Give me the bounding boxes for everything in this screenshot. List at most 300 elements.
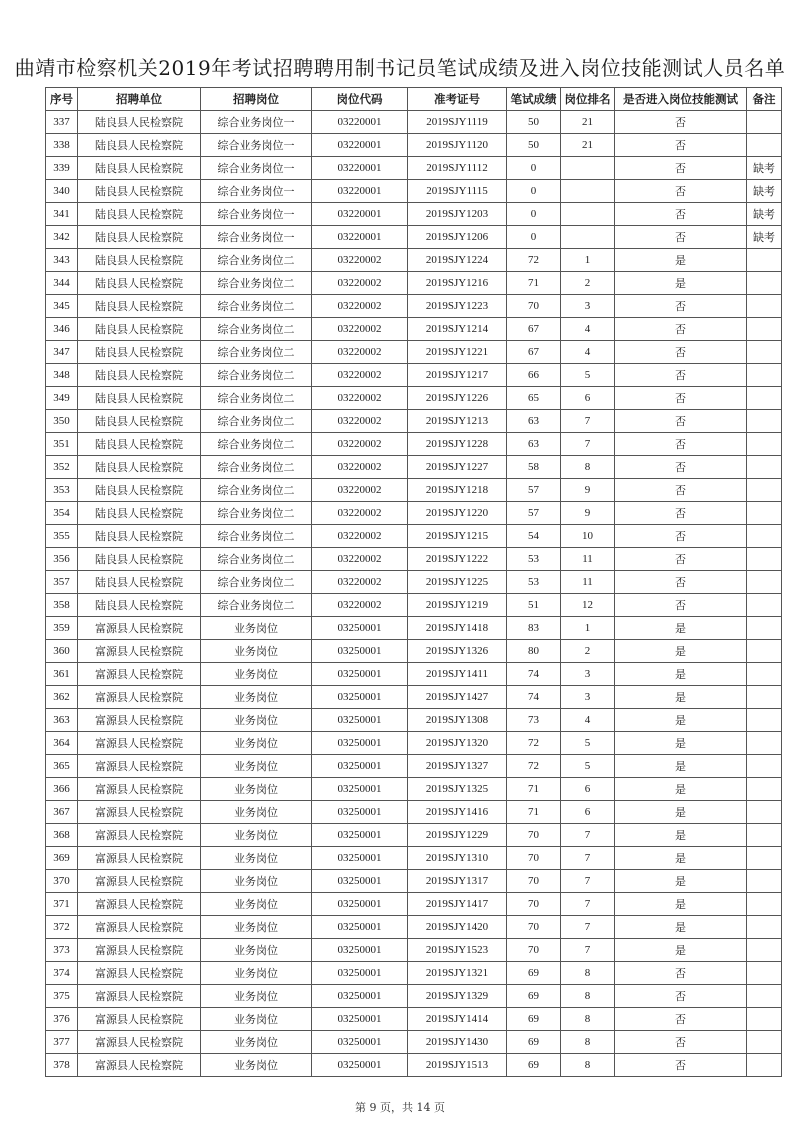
cell-rank: 7 xyxy=(561,939,615,962)
cell-rank: 7 xyxy=(561,893,615,916)
cell-score: 0 xyxy=(507,203,561,226)
cell-unit: 富源县人民检察院 xyxy=(78,985,201,1008)
cell-position: 业务岗位 xyxy=(201,962,312,985)
cell-rank: 7 xyxy=(561,870,615,893)
cell-position-code: 03220002 xyxy=(312,571,408,594)
cell-ticket-number: 2019SJY1430 xyxy=(408,1031,507,1054)
cell-position: 综合业务岗位二 xyxy=(201,249,312,272)
col-header-score: 笔试成绩 xyxy=(507,88,561,111)
cell-skill-test: 否 xyxy=(615,410,747,433)
table-row xyxy=(46,502,782,525)
cell-rank: 7 xyxy=(561,824,615,847)
cell-remarks xyxy=(747,778,782,801)
table-row xyxy=(46,640,782,663)
cell-index: 357 xyxy=(46,571,78,594)
table-row xyxy=(46,433,782,456)
cell-unit: 陆良县人民检察院 xyxy=(78,525,201,548)
cell-index: 372 xyxy=(46,916,78,939)
cell-remarks xyxy=(747,364,782,387)
cell-remarks xyxy=(747,571,782,594)
cell-remarks xyxy=(747,1008,782,1031)
cell-skill-test: 是 xyxy=(615,847,747,870)
cell-position: 综合业务岗位二 xyxy=(201,341,312,364)
cell-position: 综合业务岗位二 xyxy=(201,295,312,318)
cell-ticket-number: 2019SJY1513 xyxy=(408,1054,507,1077)
cell-remarks: 缺考 xyxy=(747,157,782,180)
cell-remarks xyxy=(747,663,782,686)
cell-skill-test: 是 xyxy=(615,272,747,295)
cell-index: 361 xyxy=(46,663,78,686)
results-table xyxy=(45,87,782,1077)
cell-score: 63 xyxy=(507,433,561,456)
cell-position-code: 03220002 xyxy=(312,502,408,525)
cell-position-code: 03220002 xyxy=(312,318,408,341)
cell-skill-test: 否 xyxy=(615,1054,747,1077)
cell-skill-test: 是 xyxy=(615,755,747,778)
cell-position-code: 03250001 xyxy=(312,939,408,962)
cell-unit: 富源县人民检察院 xyxy=(78,1008,201,1031)
cell-skill-test: 是 xyxy=(615,801,747,824)
cell-position: 综合业务岗位二 xyxy=(201,548,312,571)
cell-position: 业务岗位 xyxy=(201,870,312,893)
cell-position-code: 03220002 xyxy=(312,410,408,433)
cell-remarks xyxy=(747,617,782,640)
cell-index: 352 xyxy=(46,456,78,479)
table-row xyxy=(46,134,782,157)
cell-rank: 5 xyxy=(561,755,615,778)
cell-ticket-number: 2019SJY1228 xyxy=(408,433,507,456)
table-row xyxy=(46,226,782,249)
cell-score: 70 xyxy=(507,824,561,847)
cell-position: 综合业务岗位一 xyxy=(201,180,312,203)
cell-score: 72 xyxy=(507,249,561,272)
cell-score: 69 xyxy=(507,1008,561,1031)
cell-position-code: 03220001 xyxy=(312,157,408,180)
cell-position-code: 03220002 xyxy=(312,548,408,571)
table-row xyxy=(46,663,782,686)
table-row xyxy=(46,801,782,824)
cell-remarks xyxy=(747,1054,782,1077)
cell-index: 356 xyxy=(46,548,78,571)
cell-position-code: 03220002 xyxy=(312,364,408,387)
page-footer: 第 9 页，共 14 页 xyxy=(355,1101,445,1114)
cell-unit: 陆良县人民检察院 xyxy=(78,387,201,410)
cell-remarks xyxy=(747,686,782,709)
cell-unit: 富源县人民检察院 xyxy=(78,1031,201,1054)
cell-ticket-number: 2019SJY1227 xyxy=(408,456,507,479)
table-row xyxy=(46,985,782,1008)
cell-position: 综合业务岗位二 xyxy=(201,479,312,502)
cell-ticket-number: 2019SJY1327 xyxy=(408,755,507,778)
cell-position-code: 03250001 xyxy=(312,640,408,663)
cell-position-code: 03250001 xyxy=(312,755,408,778)
cell-position: 综合业务岗位二 xyxy=(201,410,312,433)
table-row xyxy=(46,755,782,778)
cell-skill-test: 是 xyxy=(615,778,747,801)
cell-ticket-number: 2019SJY1203 xyxy=(408,203,507,226)
cell-index: 364 xyxy=(46,732,78,755)
cell-score: 71 xyxy=(507,272,561,295)
cell-remarks xyxy=(747,272,782,295)
cell-index: 345 xyxy=(46,295,78,318)
cell-score: 69 xyxy=(507,962,561,985)
cell-rank: 8 xyxy=(561,1008,615,1031)
cell-remarks xyxy=(747,548,782,571)
col-header-skill-test: 是否进入岗位技能测试 xyxy=(615,88,747,111)
cell-score: 74 xyxy=(507,686,561,709)
cell-remarks xyxy=(747,985,782,1008)
cell-ticket-number: 2019SJY1115 xyxy=(408,180,507,203)
cell-ticket-number: 2019SJY1223 xyxy=(408,295,507,318)
cell-position-code: 03250001 xyxy=(312,801,408,824)
cell-skill-test: 否 xyxy=(615,364,747,387)
cell-index: 343 xyxy=(46,249,78,272)
cell-remarks xyxy=(747,847,782,870)
cell-index: 375 xyxy=(46,985,78,1008)
cell-position-code: 03220002 xyxy=(312,295,408,318)
cell-skill-test: 是 xyxy=(615,709,747,732)
cell-index: 358 xyxy=(46,594,78,617)
cell-ticket-number: 2019SJY1418 xyxy=(408,617,507,640)
cell-score: 0 xyxy=(507,180,561,203)
cell-position-code: 03250001 xyxy=(312,732,408,755)
cell-position: 综合业务岗位二 xyxy=(201,272,312,295)
cell-unit: 富源县人民检察院 xyxy=(78,686,201,709)
cell-skill-test: 否 xyxy=(615,387,747,410)
cell-rank: 8 xyxy=(561,962,615,985)
cell-position-code: 03250001 xyxy=(312,824,408,847)
cell-remarks xyxy=(747,755,782,778)
cell-position-code: 03220001 xyxy=(312,203,408,226)
cell-ticket-number: 2019SJY1317 xyxy=(408,870,507,893)
cell-remarks xyxy=(747,939,782,962)
table-row xyxy=(46,387,782,410)
cell-index: 359 xyxy=(46,617,78,640)
cell-index: 366 xyxy=(46,778,78,801)
cell-rank: 8 xyxy=(561,1031,615,1054)
cell-rank: 9 xyxy=(561,502,615,525)
cell-rank: 6 xyxy=(561,801,615,824)
cell-position-code: 03250001 xyxy=(312,1031,408,1054)
cell-index: 362 xyxy=(46,686,78,709)
col-header-remarks: 备注 xyxy=(747,88,782,111)
cell-position-code: 03220001 xyxy=(312,134,408,157)
table-row xyxy=(46,111,782,134)
cell-position-code: 03220002 xyxy=(312,525,408,548)
cell-score: 66 xyxy=(507,364,561,387)
cell-unit: 富源县人民检察院 xyxy=(78,939,201,962)
cell-score: 0 xyxy=(507,226,561,249)
cell-remarks xyxy=(747,410,782,433)
table-row xyxy=(46,778,782,801)
cell-skill-test: 否 xyxy=(615,226,747,249)
cell-ticket-number: 2019SJY1320 xyxy=(408,732,507,755)
cell-skill-test: 是 xyxy=(615,663,747,686)
cell-skill-test: 否 xyxy=(615,295,747,318)
cell-index: 377 xyxy=(46,1031,78,1054)
cell-ticket-number: 2019SJY1411 xyxy=(408,663,507,686)
cell-position-code: 03250001 xyxy=(312,709,408,732)
cell-ticket-number: 2019SJY1326 xyxy=(408,640,507,663)
cell-position-code: 03220001 xyxy=(312,226,408,249)
cell-score: 0 xyxy=(507,157,561,180)
cell-rank: 9 xyxy=(561,479,615,502)
cell-score: 69 xyxy=(507,1054,561,1077)
cell-unit: 富源县人民检察院 xyxy=(78,1054,201,1077)
cell-skill-test: 否 xyxy=(615,525,747,548)
cell-skill-test: 否 xyxy=(615,157,747,180)
cell-skill-test: 是 xyxy=(615,686,747,709)
cell-remarks xyxy=(747,479,782,502)
cell-unit: 陆良县人民检察院 xyxy=(78,548,201,571)
cell-position-code: 03220002 xyxy=(312,272,408,295)
cell-unit: 富源县人民检察院 xyxy=(78,778,201,801)
cell-position: 业务岗位 xyxy=(201,1008,312,1031)
cell-remarks xyxy=(747,709,782,732)
cell-ticket-number: 2019SJY1321 xyxy=(408,962,507,985)
cell-rank: 8 xyxy=(561,1054,615,1077)
cell-ticket-number: 2019SJY1221 xyxy=(408,341,507,364)
cell-rank: 1 xyxy=(561,617,615,640)
cell-index: 373 xyxy=(46,939,78,962)
cell-position: 综合业务岗位一 xyxy=(201,134,312,157)
cell-position-code: 03220001 xyxy=(312,111,408,134)
cell-index: 371 xyxy=(46,893,78,916)
col-header-index: 序号 xyxy=(46,88,78,111)
cell-skill-test: 是 xyxy=(615,617,747,640)
cell-skill-test: 否 xyxy=(615,203,747,226)
cell-unit: 富源县人民检察院 xyxy=(78,870,201,893)
cell-ticket-number: 2019SJY1213 xyxy=(408,410,507,433)
cell-position: 业务岗位 xyxy=(201,801,312,824)
cell-score: 83 xyxy=(507,617,561,640)
cell-remarks xyxy=(747,387,782,410)
cell-position-code: 03250001 xyxy=(312,893,408,916)
cell-unit: 陆良县人民检察院 xyxy=(78,249,201,272)
table-row xyxy=(46,617,782,640)
cell-position: 业务岗位 xyxy=(201,709,312,732)
cell-unit: 陆良县人民检察院 xyxy=(78,318,201,341)
cell-rank: 8 xyxy=(561,456,615,479)
cell-position: 业务岗位 xyxy=(201,640,312,663)
table-row xyxy=(46,272,782,295)
cell-score: 72 xyxy=(507,732,561,755)
cell-unit: 陆良县人民检察院 xyxy=(78,272,201,295)
cell-ticket-number: 2019SJY1219 xyxy=(408,594,507,617)
cell-index: 351 xyxy=(46,433,78,456)
cell-skill-test: 是 xyxy=(615,893,747,916)
cell-skill-test: 是 xyxy=(615,916,747,939)
cell-position-code: 03250001 xyxy=(312,962,408,985)
cell-score: 80 xyxy=(507,640,561,663)
cell-position: 综合业务岗位一 xyxy=(201,203,312,226)
cell-position: 业务岗位 xyxy=(201,663,312,686)
cell-ticket-number: 2019SJY1214 xyxy=(408,318,507,341)
cell-score: 65 xyxy=(507,387,561,410)
cell-skill-test: 否 xyxy=(615,548,747,571)
cell-rank: 21 xyxy=(561,111,615,134)
table-row xyxy=(46,916,782,939)
cell-ticket-number: 2019SJY1218 xyxy=(408,479,507,502)
cell-unit: 富源县人民检察院 xyxy=(78,732,201,755)
cell-skill-test: 否 xyxy=(615,111,747,134)
cell-index: 355 xyxy=(46,525,78,548)
cell-score: 70 xyxy=(507,916,561,939)
cell-position-code: 03220002 xyxy=(312,456,408,479)
cell-rank: 10 xyxy=(561,525,615,548)
cell-position: 综合业务岗位二 xyxy=(201,364,312,387)
col-header-position: 招聘岗位 xyxy=(201,88,312,111)
cell-rank xyxy=(561,180,615,203)
cell-position: 综合业务岗位二 xyxy=(201,502,312,525)
cell-unit: 陆良县人民检察院 xyxy=(78,157,201,180)
cell-remarks xyxy=(747,341,782,364)
cell-position-code: 03250001 xyxy=(312,617,408,640)
cell-skill-test: 否 xyxy=(615,1031,747,1054)
cell-score: 54 xyxy=(507,525,561,548)
cell-remarks xyxy=(747,870,782,893)
table-row xyxy=(46,548,782,571)
cell-score: 57 xyxy=(507,479,561,502)
cell-unit: 富源县人民检察院 xyxy=(78,663,201,686)
cell-rank: 5 xyxy=(561,364,615,387)
cell-index: 374 xyxy=(46,962,78,985)
cell-ticket-number: 2019SJY1119 xyxy=(408,111,507,134)
cell-index: 337 xyxy=(46,111,78,134)
cell-ticket-number: 2019SJY1120 xyxy=(408,134,507,157)
cell-position-code: 03250001 xyxy=(312,1008,408,1031)
cell-remarks xyxy=(747,594,782,617)
table-row xyxy=(46,203,782,226)
table-row xyxy=(46,456,782,479)
cell-position-code: 03250001 xyxy=(312,916,408,939)
cell-position-code: 03220002 xyxy=(312,249,408,272)
cell-unit: 陆良县人民检察院 xyxy=(78,433,201,456)
cell-score: 51 xyxy=(507,594,561,617)
cell-index: 346 xyxy=(46,318,78,341)
cell-score: 67 xyxy=(507,341,561,364)
cell-ticket-number: 2019SJY1229 xyxy=(408,824,507,847)
cell-index: 344 xyxy=(46,272,78,295)
table-row xyxy=(46,571,782,594)
cell-rank xyxy=(561,203,615,226)
cell-unit: 富源县人民检察院 xyxy=(78,709,201,732)
cell-remarks xyxy=(747,111,782,134)
table-row xyxy=(46,479,782,502)
cell-remarks xyxy=(747,1031,782,1054)
cell-position-code: 03220002 xyxy=(312,594,408,617)
cell-index: 347 xyxy=(46,341,78,364)
cell-position: 业务岗位 xyxy=(201,824,312,847)
cell-score: 53 xyxy=(507,571,561,594)
table-header-row xyxy=(46,88,782,111)
table-row xyxy=(46,870,782,893)
cell-position-code: 03250001 xyxy=(312,663,408,686)
cell-rank: 11 xyxy=(561,571,615,594)
cell-position-code: 03250001 xyxy=(312,870,408,893)
table-row xyxy=(46,525,782,548)
cell-rank: 3 xyxy=(561,663,615,686)
cell-remarks: 缺考 xyxy=(747,226,782,249)
col-header-unit: 招聘单位 xyxy=(78,88,201,111)
cell-index: 369 xyxy=(46,847,78,870)
cell-remarks: 缺考 xyxy=(747,203,782,226)
cell-index: 348 xyxy=(46,364,78,387)
cell-rank: 6 xyxy=(561,387,615,410)
table-row xyxy=(46,364,782,387)
cell-score: 69 xyxy=(507,985,561,1008)
cell-position: 综合业务岗位一 xyxy=(201,111,312,134)
cell-rank: 7 xyxy=(561,433,615,456)
cell-score: 74 xyxy=(507,663,561,686)
cell-remarks xyxy=(747,318,782,341)
cell-index: 367 xyxy=(46,801,78,824)
cell-position: 综合业务岗位二 xyxy=(201,318,312,341)
cell-unit: 富源县人民检察院 xyxy=(78,801,201,824)
cell-remarks xyxy=(747,801,782,824)
cell-ticket-number: 2019SJY1417 xyxy=(408,893,507,916)
cell-ticket-number: 2019SJY1226 xyxy=(408,387,507,410)
cell-ticket-number: 2019SJY1216 xyxy=(408,272,507,295)
cell-remarks: 缺考 xyxy=(747,180,782,203)
cell-skill-test: 否 xyxy=(615,134,747,157)
table-row xyxy=(46,1008,782,1031)
cell-score: 70 xyxy=(507,870,561,893)
cell-remarks xyxy=(747,134,782,157)
col-header-position-code: 岗位代码 xyxy=(312,88,408,111)
cell-index: 370 xyxy=(46,870,78,893)
cell-position-code: 03220001 xyxy=(312,180,408,203)
cell-index: 353 xyxy=(46,479,78,502)
cell-unit: 陆良县人民检察院 xyxy=(78,341,201,364)
cell-unit: 富源县人民检察院 xyxy=(78,755,201,778)
cell-position: 业务岗位 xyxy=(201,1054,312,1077)
cell-ticket-number: 2019SJY1224 xyxy=(408,249,507,272)
table-row xyxy=(46,318,782,341)
cell-position: 业务岗位 xyxy=(201,939,312,962)
cell-unit: 富源县人民检察院 xyxy=(78,824,201,847)
cell-skill-test: 否 xyxy=(615,433,747,456)
cell-rank: 7 xyxy=(561,847,615,870)
cell-index: 349 xyxy=(46,387,78,410)
cell-rank: 4 xyxy=(561,318,615,341)
cell-ticket-number: 2019SJY1420 xyxy=(408,916,507,939)
cell-unit: 陆良县人民检察院 xyxy=(78,226,201,249)
cell-index: 368 xyxy=(46,824,78,847)
cell-position: 业务岗位 xyxy=(201,755,312,778)
cell-index: 339 xyxy=(46,157,78,180)
cell-rank: 11 xyxy=(561,548,615,571)
cell-position: 业务岗位 xyxy=(201,1031,312,1054)
cell-unit: 陆良县人民检察院 xyxy=(78,203,201,226)
cell-remarks xyxy=(747,295,782,318)
table-row xyxy=(46,847,782,870)
cell-skill-test: 否 xyxy=(615,456,747,479)
cell-remarks xyxy=(747,525,782,548)
cell-unit: 富源县人民检察院 xyxy=(78,916,201,939)
cell-skill-test: 否 xyxy=(615,594,747,617)
cell-index: 338 xyxy=(46,134,78,157)
cell-rank: 12 xyxy=(561,594,615,617)
cell-rank: 8 xyxy=(561,985,615,1008)
cell-index: 360 xyxy=(46,640,78,663)
cell-unit: 陆良县人民检察院 xyxy=(78,134,201,157)
cell-position: 综合业务岗位二 xyxy=(201,594,312,617)
cell-unit: 陆良县人民检察院 xyxy=(78,479,201,502)
cell-skill-test: 否 xyxy=(615,1008,747,1031)
col-header-ticket-number: 准考证号 xyxy=(408,88,507,111)
cell-unit: 陆良县人民检察院 xyxy=(78,571,201,594)
